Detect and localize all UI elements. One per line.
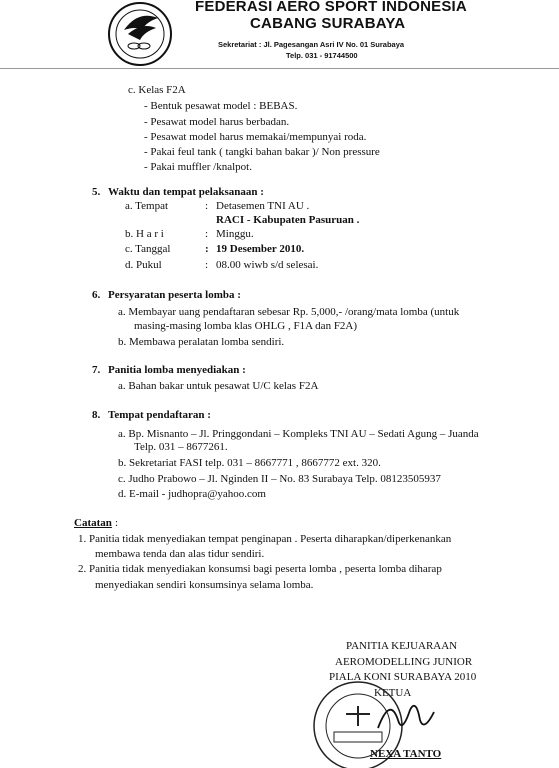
signature-org-line1: PANITIA KEJUARAAN xyxy=(346,640,458,652)
row-value: 08.00 wiwb s/d selesai. xyxy=(216,259,319,271)
org-branch: CABANG SURABAYA xyxy=(250,15,406,32)
row-colon: : xyxy=(205,259,209,271)
notes-title: Catatan xyxy=(74,517,112,529)
row-label: a. Tempat xyxy=(125,200,169,212)
row-colon: : xyxy=(205,243,209,255)
list-item: - Pesawat model harus memakai/mempunyai roda. xyxy=(144,131,367,143)
signature-org-line3: PIALA KONI SURABAYA 2010 xyxy=(329,671,477,683)
note-item-continued: menyediakan sendiri konsumsinya selama lomba. xyxy=(95,579,314,591)
list-item: d. E-mail - judhopra@yahoo.com xyxy=(118,488,266,500)
signature-role: KETUA xyxy=(374,687,412,699)
section-number: 7. xyxy=(92,364,101,376)
handwritten-signature xyxy=(372,690,442,740)
row-colon: : xyxy=(205,228,209,240)
header-divider xyxy=(0,68,559,69)
kelas-heading: c. Kelas F2A xyxy=(128,84,186,96)
section-number: 6. xyxy=(92,289,101,301)
section-title: Waktu dan tempat pelaksanaan : xyxy=(108,186,264,198)
list-item: b. Sekretariat FASI telp. 031 – 8667771 , 8667772 ext. 320. xyxy=(118,457,381,469)
fasi-logo-emblem xyxy=(98,0,182,70)
list-item: b. Membawa peralatan lomba sendiri. xyxy=(118,336,285,348)
signature-org-line2: AEROMODELLING JUNIOR xyxy=(335,656,473,668)
section-title: Tempat pendaftaran : xyxy=(108,409,211,421)
list-item-continued: Telp. 031 – 8677261. xyxy=(134,441,228,453)
notes-colon: : xyxy=(115,517,119,529)
section-title: Persyaratan peserta lomba : xyxy=(108,289,241,301)
list-item: a. Bp. Misnanto – Jl. Pringgondani – Kompleks TNI AU – Sedati Agung – Juanda xyxy=(118,428,479,440)
list-item: - Pakai feul tank ( tangki bahan bakar )/ Non pressure xyxy=(144,146,380,158)
row-colon: : xyxy=(205,200,209,212)
row-label: d. Pukul xyxy=(125,259,162,271)
chairman-name: NEXA TANTO xyxy=(370,748,442,760)
row-value: 19 Desember 2010. xyxy=(216,243,305,255)
row-value: RACI - Kabupaten Pasuruan . xyxy=(216,214,360,226)
list-item-continued: masing-masing lomba klas OHLG , F1A dan F2A) xyxy=(134,320,358,332)
section-number: 5. xyxy=(92,186,101,198)
section-number: 8. xyxy=(92,409,101,421)
note-item: 1. Panitia tidak menyediakan tempat penginapan . Peserta diharapkan/diperkenankan xyxy=(78,533,452,545)
row-value: Detasemen TNI AU . xyxy=(216,200,310,212)
secretariat-address: Sekretariat : Jl. Pagesangan Asri IV No. 01 Surabaya xyxy=(218,40,405,49)
row-label: c. Tanggal xyxy=(125,243,171,255)
list-item: - Pakai muffler /knalpot. xyxy=(144,161,252,173)
note-item-continued: membawa tenda dan alas tidur sendiri. xyxy=(95,548,265,560)
note-item: 2. Panitia tidak menyediakan konsumsi bagi peserta lomba , peserta lomba diharap xyxy=(78,563,442,575)
secretariat-phone: Telp. 031 - 91744500 xyxy=(286,51,358,60)
list-item: a. Membayar uang pendaftaran sebesar Rp. 5,000,- /orang/mata lomba (untuk xyxy=(118,306,460,318)
list-item: c. Judho Prabowo – Jl. Nginden II – No. 83 Surabaya Telp. 08123505937 xyxy=(118,473,441,485)
list-item: - Pesawat model harus berbadan. xyxy=(144,116,290,128)
list-item: a. Bahan bakar untuk pesawat U/C kelas F2A xyxy=(118,380,319,392)
row-label: b. H a r i xyxy=(125,228,164,240)
list-item: - Bentuk pesawat model : BEBAS. xyxy=(144,100,298,112)
section-title: Panitia lomba menyediakan : xyxy=(108,364,246,376)
row-value: Minggu. xyxy=(216,228,254,240)
org-title: FEDERASI AERO SPORT INDONESIA xyxy=(195,0,467,15)
